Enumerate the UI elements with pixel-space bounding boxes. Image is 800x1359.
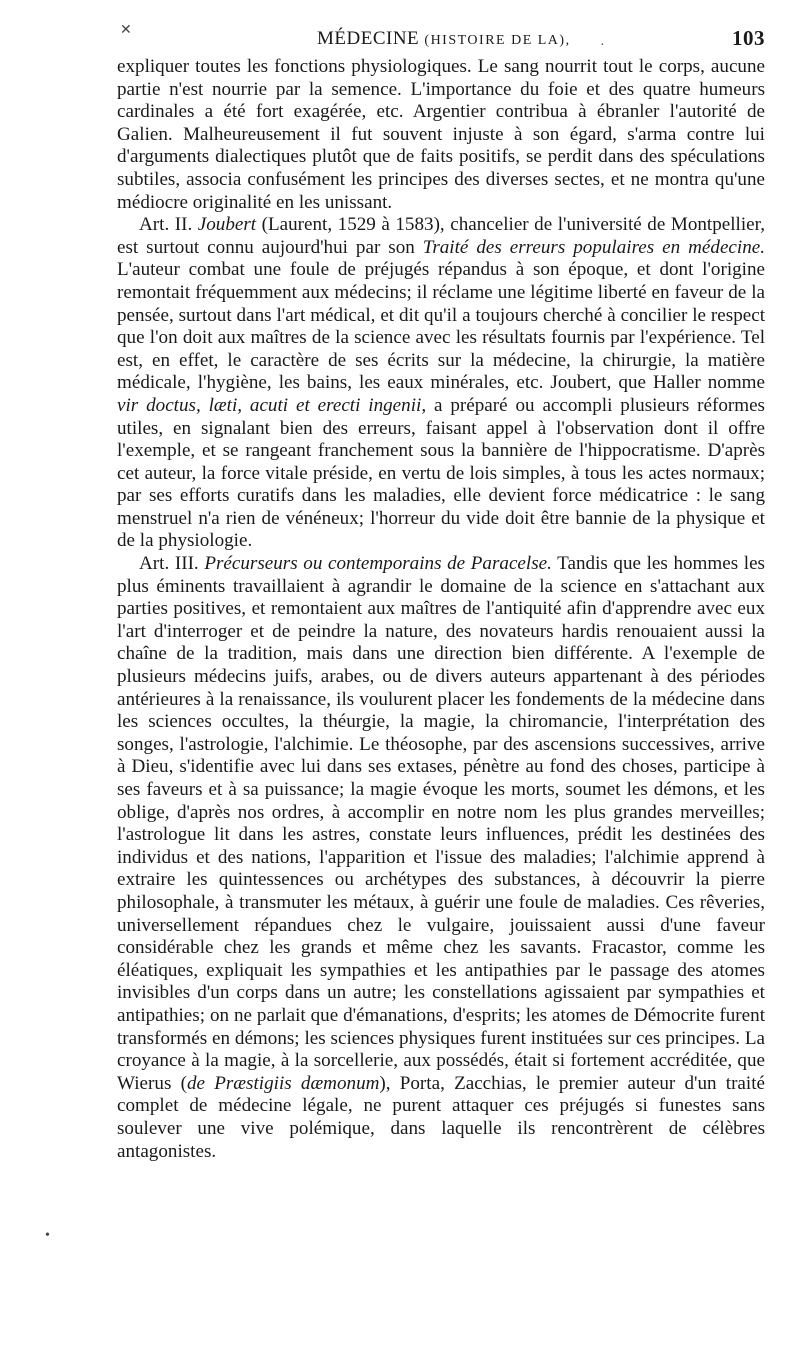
paragraph-art-3-precurseurs bbox=[117, 553, 765, 1163]
text-run: Art. II. bbox=[139, 214, 198, 236]
text-run: Tandis que les hommes les plus éminents travaillaient à agrandir le domaine de la science en s'attachant aux parties positives, et remontaient aux maîtres de l'antiquité afin d'apprendre avec eux l'art d'interroger et de peindre la nature, des novateurs hardis renouaient aussi la chaîne de la tradition, mais dans une direction bien différente. A l'exemple de plusieurs médecins juifs, arabes, ou de divers auteurs appartenant à des périodes antérieures à la renaissance, ils voulurent placer les fondements de la médecine dans les sciences occultes, la théurgie, la magie, la chiromancie, l'interprétation des songes, l'astrologie, l'alchimie. Le théosophe, par des ascensions successives, arrive à Dieu, s'identifie avec lui dans ses extases, pénètre au fond des choses, participe à ses faveurs et à sa puissance; la magie évoque les morts, soumet les démons, et les oblige, d'après nos ordres, à accomplir en notre nom les plus grandes merveilles; l'astrologue lit dans les astres, constate leurs influences, prédit les destinées des individus et des nations, l'apparition et l'issue des maladies; l'alchimie apprend à extraire les quintessences ou archétypes des substances, à découvrir la pierre philosophale, à transmuter les métaux, à guérir une foule de maladies. Ces rêveries, universellement répandues chez le vulgaire, jouissaient aussi d'une faveur considérable chez les grands et même chez les savants. Fracastor, comme les éléatiques, expliquait les sympathies et les antipathies par le passage des atomes invisibles d'un corps dans un autre; les constellations agissaient par sympathies et antipathies; on ne parlait que d'émanations, d'esprits; les atomes de Démocrite furent transformés en démons; les sciences physiques furent instituées sur ces principes. La croyance à la magie, à la sorcellerie, aux possédés, était si fortement accréditée, que Wierus ( bbox=[117, 553, 765, 1094]
scan-speck: • bbox=[45, 1228, 50, 1243]
paragraph-art-2-joubert bbox=[117, 214, 765, 553]
text-run: a préparé ou accompli plusieurs réformes utiles, en signalant bien des erreurs, faisant appel à l'observation dont il offre l'exemple, et se rangeant franchement sous la bannière de l'hippocratisme. D'après cet auteur, la force vitale préside, en vertu de lois simples, à tous les actes normaux; par ses efforts curatifs dans les maladies, elle devient force médicatrice : le sang menstruel n'a rien de vénéneux; l'horreur du vide doit être bannie de la physique et de la physiologie. bbox=[117, 394, 765, 552]
paragraph-intro bbox=[117, 56, 765, 214]
page-number: 103 bbox=[732, 26, 765, 50]
running-title-main: MÉDECINE bbox=[317, 28, 420, 49]
italic-run: Joubert bbox=[197, 214, 257, 236]
italic-run: Traité des erreurs populaires en médecine. bbox=[422, 236, 765, 258]
text-run: L'auteur combat une foule de préjugés répandus à son époque, et dont l'origine remontait fréquemment aux médecins; il réclame une légitime liberté en faveur de la pensée, surtout dans l'art médical, et dit qu'il a toujours cherché à concilier le respect que l'on doit aux maîtres de la science avec les résultats fournis par l'expérience. Tel est, en effet, le caractère de ses écrits sur la médecine, la chirurgie, la matière médicale, l'hygiène, les bains, les eaux minérales, etc. Joubert, que Haller nomme bbox=[117, 259, 765, 394]
text-run: Art. III. bbox=[139, 553, 205, 575]
running-title-sub: (HISTOIRE DE LA), bbox=[424, 33, 571, 48]
book-page bbox=[117, 24, 765, 1163]
scan-speck: · bbox=[600, 38, 605, 53]
running-title bbox=[317, 28, 571, 50]
italic-run: vir doctus, læti, acuti et erecti ingenii, bbox=[117, 394, 427, 416]
text-run: ), Porta, Zacchias, le premier auteur d'un traité complet de médecine légale, ne purent attaquer ces préjugés si funestes sans soulever une vive polémique, dans laquelle ils rencontrèrent de célèbres antagonistes. bbox=[117, 1072, 765, 1162]
text-run: (Laurent, 1529 à 1583), chancelier de l'université de Montpellier, est surtout connu aujourd'hui par son bbox=[117, 214, 765, 258]
text-run: expliquer toutes les fonctions physiologiques. Le sang nourrit tout le corps, aucune partie n'est nourrie par la semence. L'importance du foie et des quatre humeurs cardinales a été fort exagérée, etc. Argentier contribua à ébranler l'autorité de Galien. Malheureusement il fut souvent injuste à son égard, s'arma contre lui d'arguments dialectiques plutôt que de faits positifs, se perdit dans des spéculations subtiles, associa confusément les principes des diverses sectes, et ne montra qu'une médiocre originalité en les unissant. bbox=[117, 56, 765, 213]
scan-speck: ✕ bbox=[120, 23, 132, 38]
body-text bbox=[117, 56, 765, 1163]
italic-run: Précurseurs ou contemporains de Paracelse. bbox=[204, 553, 552, 575]
italic-run: de Præstigiis dæmonum bbox=[186, 1072, 380, 1094]
running-head bbox=[117, 24, 765, 56]
